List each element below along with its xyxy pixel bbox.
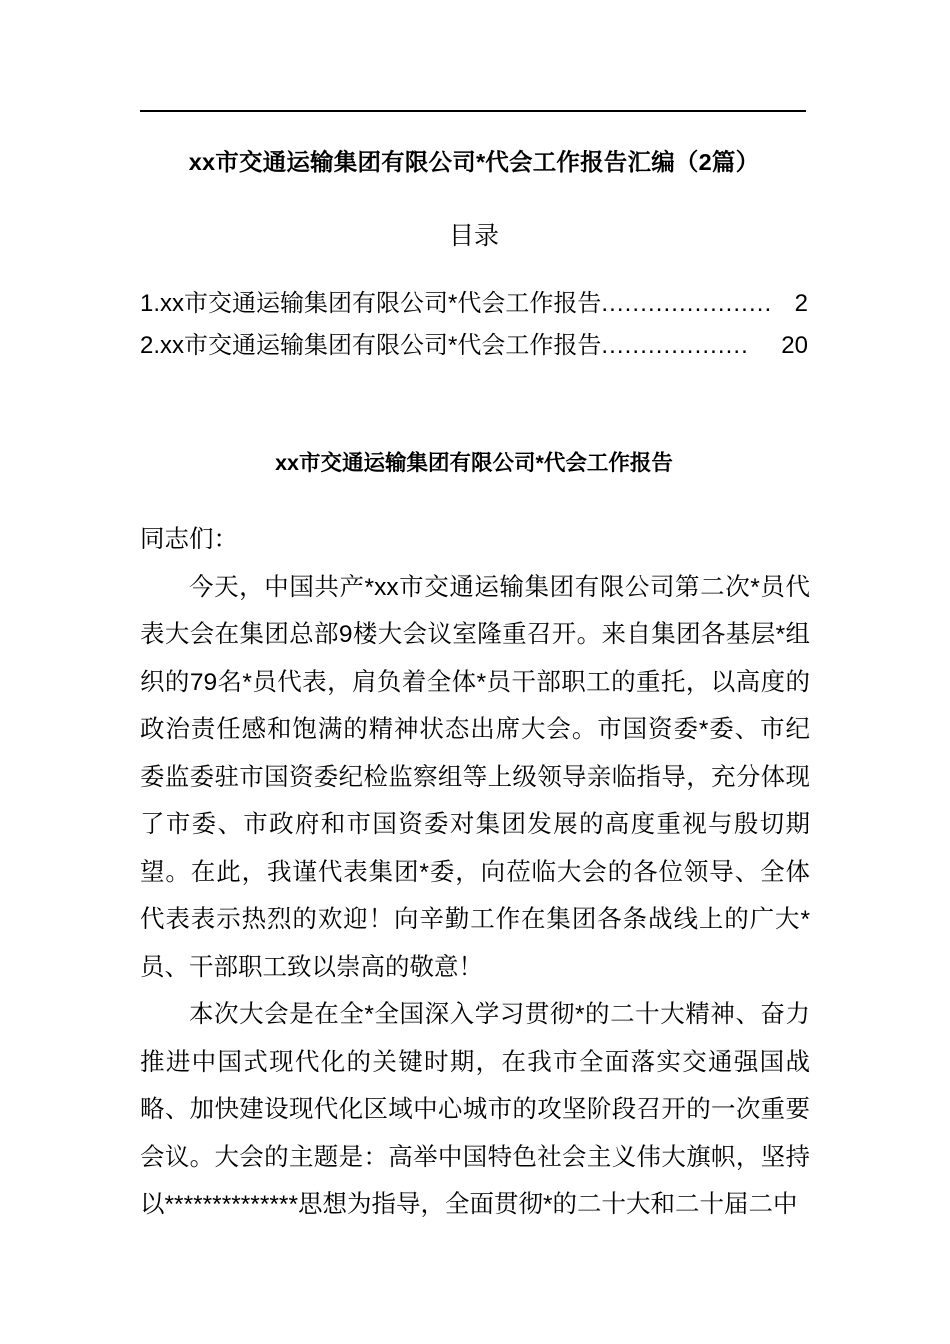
toc-leader-dots: ......................	[601, 292, 773, 316]
toc-entry[interactable]	[140, 334, 808, 358]
document-title: xx市交通运输集团有限公司*代会工作报告汇编（2篇）	[188, 149, 760, 175]
toc-page-number: 20	[781, 332, 808, 359]
toc-heading: 目录	[448, 222, 499, 250]
toc-entry-label: 2.xx市交通运输集团有限公司*代会工作报告	[140, 332, 602, 359]
toc-entry[interactable]	[140, 292, 808, 316]
toc-leader-dots: ...................	[601, 334, 749, 358]
body-paragraph: 今天，中国共产*xx市交通运输集团有限公司第二次*员代表大会在集团总部9楼大会议室隆重召开。来自集团各基层*组织的79名*员代表，肩负着全体*员干部职工的重托，以高度的政治责任感和饱满的精神状态出席大会。市国资委*委、市纪委监委驻市国资委纪检监察组等上级领导亲临指导，充分体现了市委、市政府和市国资委对集团发展的高度重视与殷切期望。在此，我谨代表集团*委，向莅临大会的各位领导、全体代表表示热烈的欢迎！向辛勤工作在集团各条战线上的广大*员、干部职工致以崇高的敬意！	[140, 573, 810, 981]
salutation: 同志们：	[140, 526, 238, 553]
section-heading: xx市交通运输集团有限公司*代会工作报告	[275, 451, 673, 475]
toc-entry-label: 1.xx市交通运输集团有限公司*代会工作报告	[140, 290, 602, 317]
body-paragraph: 本次大会是在全*全国深入学习贯彻*的二十大精神、奋力推进中国式现代化的关键时期，在我市全面落实交通强国战略、加快建设现代化区域中心城市的攻坚阶段召开的一次重要会议。大会的主题是：高举中国特色社会主义伟大旗帜，坚持以**************思想为指导，全面贯彻*的二十大和二十届二中	[140, 1001, 810, 1218]
table-of-contents	[140, 292, 808, 376]
toc-page-number: 2	[794, 290, 808, 317]
header-rule	[140, 110, 806, 112]
document-body	[140, 516, 810, 1229]
